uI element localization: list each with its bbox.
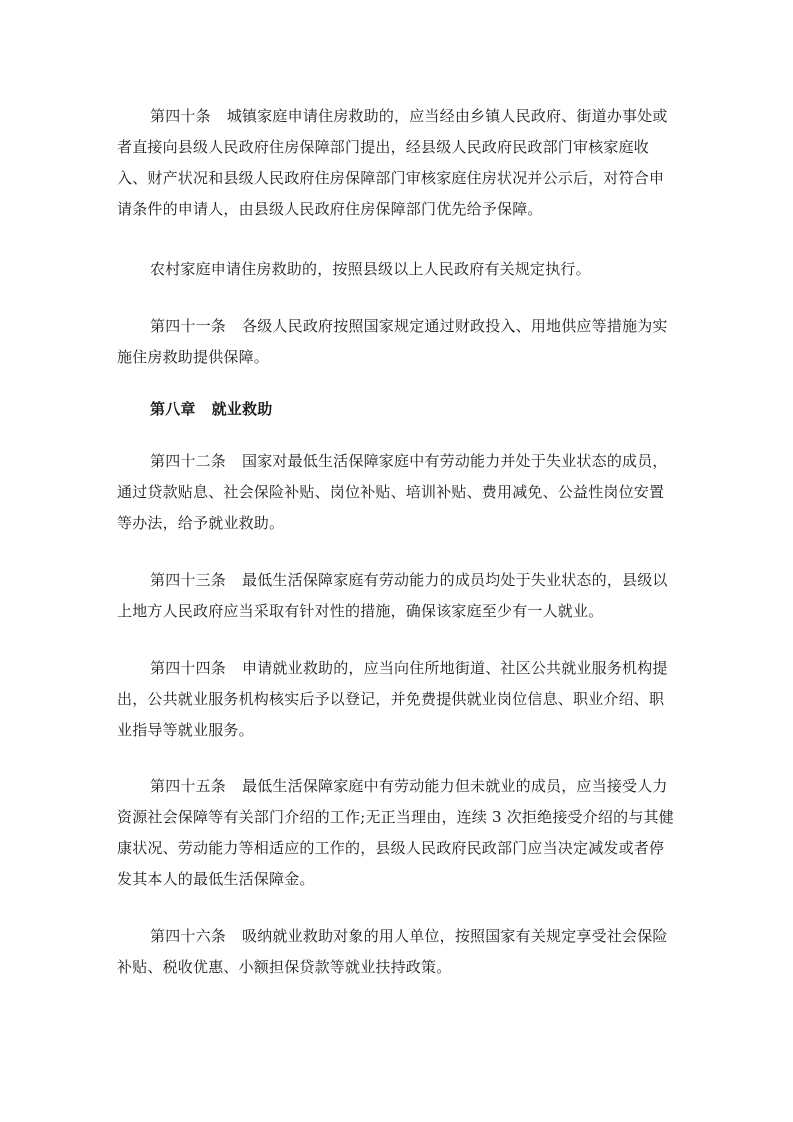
article-text: 最低生活保障家庭有劳动能力的成员均处于失业状态的，县级以上地方人民政府应当采取有针对性的措施，确保该家庭至少有一人就业。 (117, 571, 668, 620)
article-number: 第四十条 (150, 107, 211, 125)
article-44 (117, 653, 677, 746)
chapter-number: 第八章 (150, 400, 196, 418)
article-40 (117, 101, 677, 225)
chapter-heading (117, 394, 677, 425)
article-46 (117, 921, 677, 983)
article-number: 第四十二条 (150, 452, 227, 470)
article-text: 各级人民政府按照国家规定通过财政投入、用地供应等措施为实施住房救助提供保障。 (117, 317, 668, 366)
article-text: 农村家庭申请住房救助的，按照县级以上人民政府有关规定执行。 (150, 260, 591, 278)
article-number: 第四十五条 (150, 777, 227, 795)
article-41 (117, 311, 677, 373)
article-text: 申请就业救助的，应当向住所地街道、社区公共就业服务机构提出，公共就业服务机构核实后予以登记，并免费提供就业岗位信息、职业介绍、职业指导等就业服务。 (117, 659, 668, 739)
article-45 (117, 771, 677, 895)
article-43 (117, 565, 677, 627)
article-number: 第四十一条 (150, 317, 227, 335)
article-text: 吸纳就业救助对象的用人单位，按照国家有关规定享受社会保险补贴、税收优惠、小额担保贷款等就业扶持政策。 (117, 927, 668, 976)
article-number: 第四十三条 (150, 571, 227, 589)
article-text: 城镇家庭申请住房救助的，应当经由乡镇人民政府、街道办事处或者直接向县级人民政府住房保障部门提出，经县级人民政府民政部门审核家庭收入、财产状况和县级人民政府住房保障部门审核家庭住房状况并公示后，对符合申请条件的申请人，由县级人民政府住房保障部门优先给予保障。 (117, 107, 668, 218)
article-text: 国家对最低生活保障家庭中有劳动能力并处于失业状态的成员，通过贷款贴息、社会保险补贴、岗位补贴、培训补贴、费用减免、公益性岗位安置等办法，给予就业救助。 (117, 452, 668, 532)
chapter-title: 就业救助 (211, 400, 273, 418)
article-number: 第四十六条 (150, 927, 227, 945)
article-text: 最低生活保障家庭中有劳动能力但未就业的成员，应当接受人力资源社会保障等有关部门介绍的工作;无正当理由，连续 3 次拒绝接受介绍的与其健康状况、劳动能力等相适应的工作的，县级人民政府民政部门应当决定减发或者停发其本人的最低生活保障金。 (117, 777, 674, 888)
article-number: 第四十四条 (150, 659, 227, 677)
article-42 (117, 446, 677, 539)
article-40-paragraph-2 (117, 254, 677, 285)
